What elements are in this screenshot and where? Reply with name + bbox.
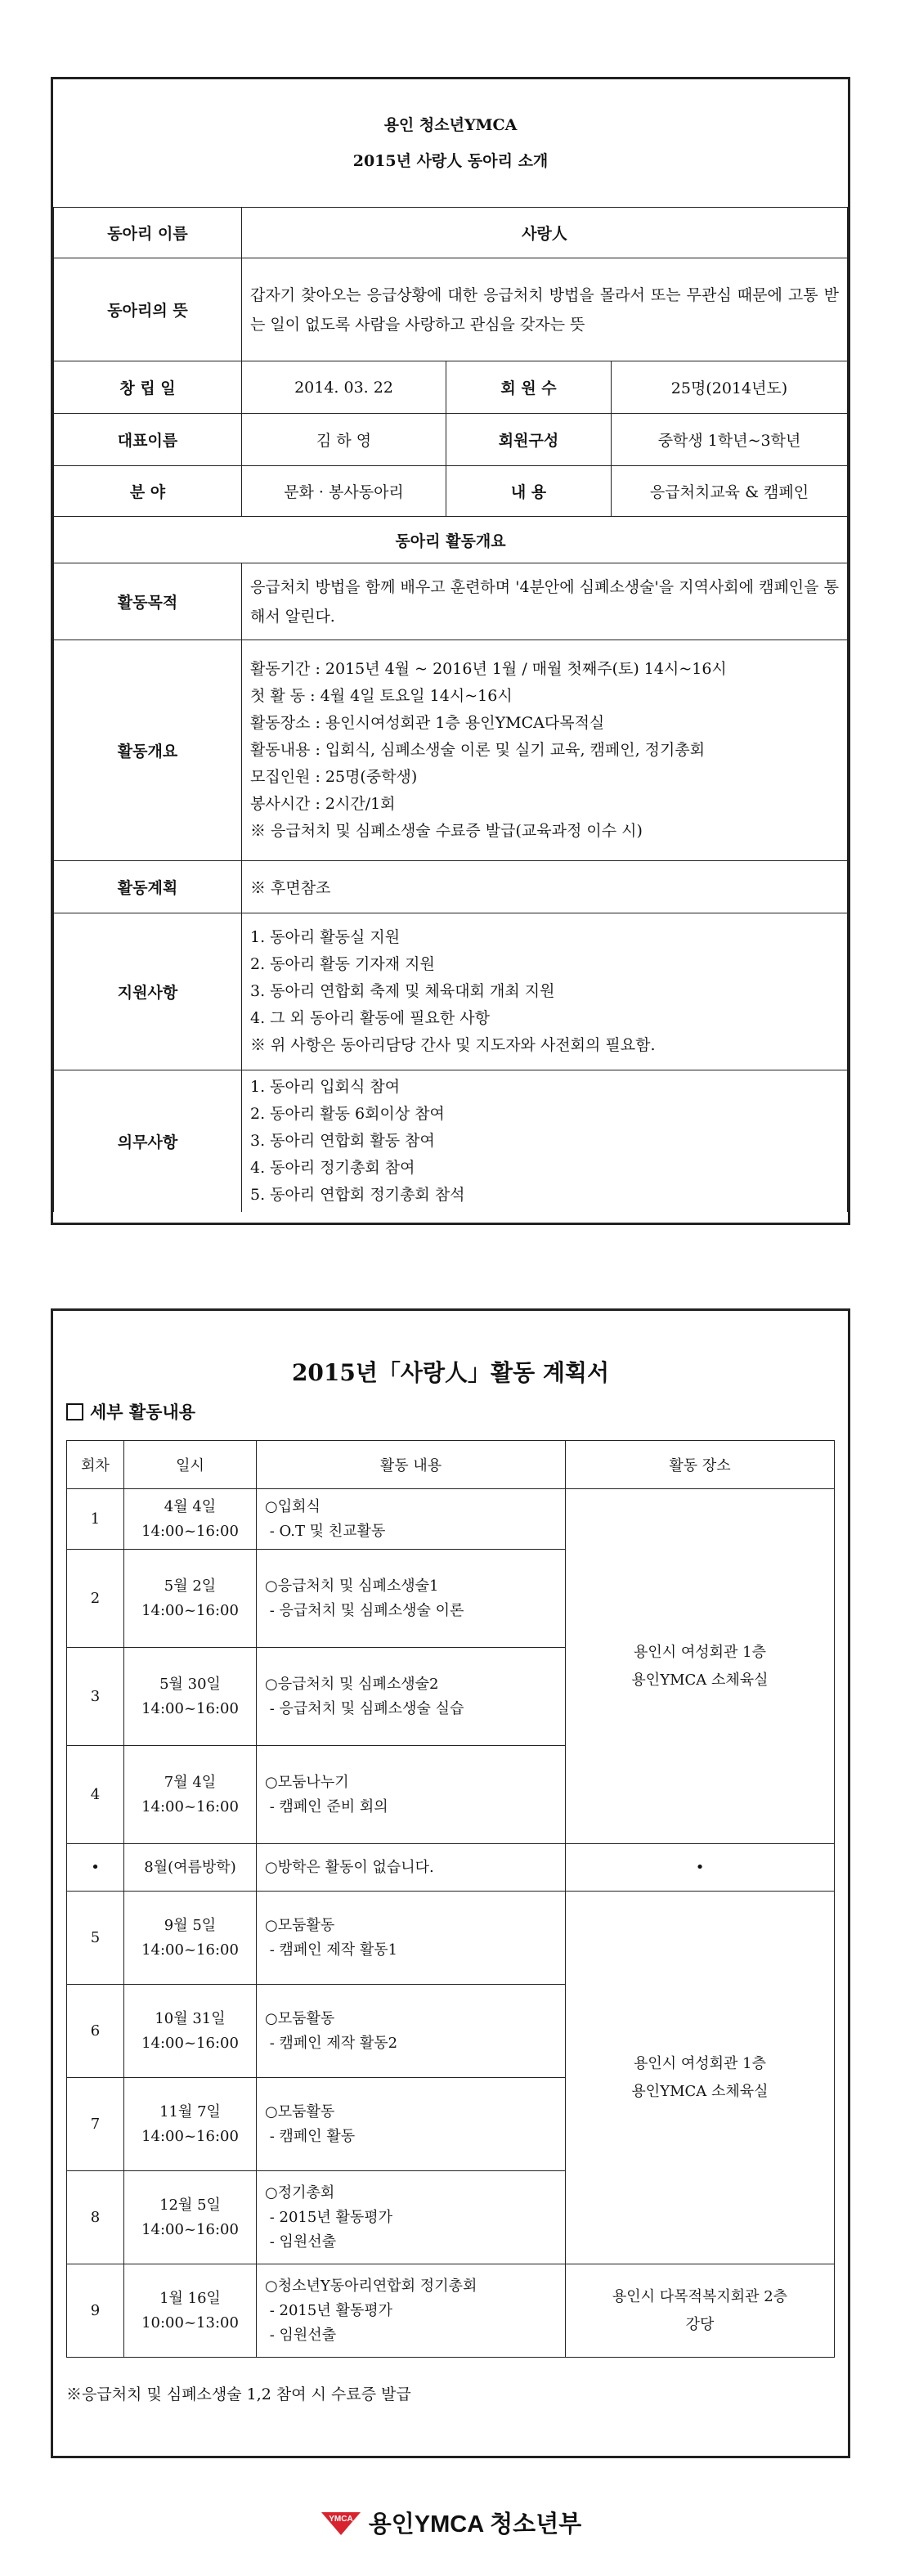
- activity-cell: [257, 1489, 566, 1550]
- field-label: 분 야: [54, 466, 242, 517]
- activity-detail: - 임원선출: [265, 2233, 337, 2251]
- round-cell: 8: [67, 2171, 124, 2264]
- round-cell: 9: [67, 2264, 124, 2358]
- support-line: 1. 동아리 활동실 지원: [250, 928, 401, 946]
- time-text: 14:00~16:00: [141, 1601, 239, 1619]
- purpose-value: 응급처치 방법을 함께 배우고 훈련하며 '4분안에 심폐소생술'을 지역사회에 캠페인을 통해서 알린다.: [242, 563, 848, 640]
- date-text: 5월 2일: [164, 1577, 217, 1595]
- duty-list: [242, 1070, 848, 1213]
- checkbox-square-icon: [66, 1403, 83, 1420]
- col-header-round: 회차: [67, 1441, 124, 1489]
- duty-line: 5. 동아리 연합회 정기총회 참석: [250, 1186, 465, 1204]
- datetime-cell: [124, 1985, 257, 2078]
- place-line: 용인시 여성회관 1층: [634, 2054, 766, 2072]
- place-line: 용인YMCA 소체육실: [631, 2082, 769, 2100]
- club-name-value: 사랑人: [242, 208, 848, 258]
- place-line: 용인YMCA 소체육실: [631, 1671, 769, 1689]
- rep-label: 대표이름: [54, 414, 242, 466]
- time-text: 14:00~16:00: [141, 1797, 239, 1815]
- club-intro-table: [53, 79, 848, 1212]
- datetime-cell: [124, 1892, 257, 1985]
- outline-line: ※ 응급처치 및 심폐소생술 수료증 발급(교육과정 이수 시): [250, 822, 643, 840]
- activity-detail: - 캠페인 제작 활동1: [265, 1941, 398, 1959]
- activity-title: ○모둠활동: [265, 2009, 335, 2027]
- time-text: 14:00~16:00: [141, 2220, 239, 2238]
- plan-title: 2015년「사랑人」활동 계획서: [291, 1359, 610, 1386]
- round-cell: •: [67, 1844, 124, 1892]
- activity-detail: - O.T 및 친교활동: [265, 1522, 386, 1540]
- place-cell: [566, 2264, 835, 2358]
- round-cell: 5: [67, 1892, 124, 1985]
- plan-subheading: [66, 1398, 848, 1425]
- datetime-cell: [124, 1489, 257, 1550]
- place-cell: [566, 1892, 835, 2264]
- members-value: 25명(2014년도): [612, 361, 848, 414]
- activity-detail: - 2015년 활동평가: [265, 2208, 392, 2226]
- round-cell: 1: [67, 1489, 124, 1550]
- date-text: 4월 4일: [164, 1497, 217, 1515]
- intro-title-line1: 용인 청소년YMCA: [383, 116, 518, 134]
- duty-line: 2. 동아리 활동 6회이상 참여: [250, 1105, 445, 1123]
- club-meaning-label: 동아리의 뜻: [54, 258, 242, 361]
- club-name-label: 동아리 이름: [54, 208, 242, 258]
- field-value: 문화 · 봉사동아리: [242, 466, 446, 517]
- activity-title: ○방학은 활동이 없습니다.: [265, 1858, 434, 1876]
- activity-detail: - 캠페인 준비 회의: [265, 1797, 388, 1815]
- date-text: 9월 5일: [164, 1916, 217, 1934]
- table-row: [67, 2264, 835, 2358]
- composition-value: 중학생 1학년~3학년: [612, 414, 848, 466]
- datetime-cell: [124, 2264, 257, 2358]
- datetime-cell: [124, 1746, 257, 1844]
- plan-footnote: ※응급처치 및 심폐소생술 1,2 참여 시 수료증 발급: [66, 2385, 411, 2403]
- table-row: [67, 1844, 835, 1892]
- outline-label: 활동개요: [54, 640, 242, 861]
- time-text: 14:00~16:00: [141, 1522, 239, 1540]
- activity-detail: - 응급처치 및 심폐소생술 이론: [265, 1601, 464, 1619]
- activity-cell: [257, 1648, 566, 1746]
- ymca-logo-icon: [320, 2509, 362, 2537]
- outline-line: 봉사시간 : 2시간/1회: [250, 795, 396, 813]
- place-line: 용인시 여성회관 1층: [634, 1643, 766, 1661]
- activity-cell: [257, 1746, 566, 1844]
- activity-title: ○모둠활동: [265, 1916, 335, 1934]
- founded-value: 2014. 03. 22: [242, 361, 446, 414]
- date-text: 7월 4일: [164, 1773, 217, 1791]
- content-value: 응급처치교육 & 캠페인: [612, 466, 848, 517]
- overview-header: 동아리 활동개요: [54, 517, 848, 563]
- table-row: [67, 1892, 835, 1985]
- rep-value: 김 하 영: [242, 414, 446, 466]
- time-text: 14:00~16:00: [141, 2034, 239, 2052]
- activity-cell: [257, 1844, 566, 1892]
- intro-title: [54, 79, 848, 208]
- round-cell: 3: [67, 1648, 124, 1746]
- time-text: 14:00~16:00: [141, 1941, 239, 1959]
- activity-title: ○응급처치 및 심폐소생술2: [265, 1675, 439, 1693]
- round-cell: 6: [67, 1985, 124, 2078]
- round-cell: 4: [67, 1746, 124, 1844]
- plan-subheading-text: 세부 활동내용: [90, 1402, 196, 1422]
- activity-detail: - 캠페인 제작 활동2: [265, 2034, 398, 2052]
- footer-brand-text: 용인YMCA 청소년부: [368, 2511, 582, 2538]
- time-text: 10:00~13:00: [141, 2313, 239, 2331]
- footer-brand: [0, 2506, 901, 2539]
- time-text: 14:00~16:00: [141, 2127, 239, 2145]
- date-text: 10월 31일: [155, 2009, 226, 2027]
- duty-line: 4. 동아리 정기총회 참여: [250, 1159, 415, 1177]
- activity-detail: - 임원선출: [265, 2326, 337, 2344]
- activity-cell: [257, 2171, 566, 2264]
- outline-list: [242, 640, 848, 861]
- ymca-logo-text: YMCA: [329, 2514, 353, 2524]
- support-line: 4. 그 외 동아리 활동에 필요한 사항: [250, 1009, 490, 1027]
- activity-detail: - 2015년 활동평가: [265, 2301, 392, 2319]
- activity-detail: - 캠페인 활동: [265, 2127, 356, 2145]
- support-line: 2. 동아리 활동 기자재 지원: [250, 955, 435, 973]
- place-cell: [566, 1489, 835, 1844]
- plan-label: 활동계획: [54, 861, 242, 913]
- founded-label: 창 립 일: [54, 361, 242, 414]
- support-list: [242, 913, 848, 1070]
- activity-plan-table: [66, 1440, 835, 2358]
- activity-cell: [257, 1892, 566, 1985]
- place-line: 용인시 다목적복지회관 2층: [612, 2287, 788, 2305]
- date-text: 5월 30일: [159, 1675, 221, 1693]
- activity-detail: - 응급처치 및 심폐소생술 실습: [265, 1699, 464, 1717]
- club-intro-document: [51, 77, 850, 1225]
- activity-title: ○모둠나누기: [265, 1773, 349, 1791]
- activity-title: ○청소년Y동아리연합회 정기총회: [265, 2277, 477, 2295]
- duty-label: 의무사항: [54, 1070, 242, 1213]
- datetime-cell: [124, 2171, 257, 2264]
- round-cell: 7: [67, 2078, 124, 2171]
- table-row: [67, 1489, 835, 1550]
- activity-title: ○모둠활동: [265, 2103, 335, 2120]
- date-text: 8월(여름방학): [144, 1858, 236, 1876]
- activity-plan-document: [51, 1308, 850, 2458]
- support-line: 3. 동아리 연합회 축제 및 체육대회 개최 지원: [250, 982, 555, 1000]
- support-label: 지원사항: [54, 913, 242, 1070]
- place-line: 강당: [685, 2315, 715, 2333]
- duty-line: 3. 동아리 연합회 활동 참여: [250, 1132, 435, 1150]
- activity-title: ○응급처치 및 심폐소생술1: [265, 1577, 439, 1595]
- date-text: 11월 7일: [159, 2103, 221, 2120]
- outline-line: 활동기간 : 2015년 4월 ~ 2016년 1월 / 매월 첫째주(토) 14시~16시: [250, 660, 727, 678]
- activity-cell: [257, 1985, 566, 2078]
- place-cell: •: [566, 1844, 835, 1892]
- duty-line: 1. 동아리 입회식 참여: [250, 1078, 401, 1096]
- activity-cell: [257, 2264, 566, 2358]
- activity-cell: [257, 1550, 566, 1648]
- plan-value: ※ 후면참조: [242, 861, 848, 913]
- activity-title: ○정기총회: [265, 2183, 335, 2201]
- datetime-cell: [124, 1844, 257, 1892]
- members-label: 회 원 수: [446, 361, 612, 414]
- content-label: 내 용: [446, 466, 612, 517]
- col-header-datetime: 일시: [124, 1441, 257, 1489]
- outline-line: 첫 활 동 : 4월 4일 토요일 14시~16시: [250, 687, 513, 705]
- support-line: ※ 위 사항은 동아리담당 간사 및 지도자와 사전회의 필요함.: [250, 1036, 656, 1054]
- activity-cell: [257, 2078, 566, 2171]
- club-meaning-value: 갑자기 찾아오는 응급상황에 대한 응급처치 방법을 몰라서 또는 무관심 때문에 고통 받는 일이 없도록 사람을 사랑하고 관심을 갖자는 뜻: [242, 258, 848, 361]
- datetime-cell: [124, 1648, 257, 1746]
- date-text: 1월 16일: [159, 2289, 221, 2307]
- date-text: 12월 5일: [159, 2196, 221, 2214]
- purpose-label: 활동목적: [54, 563, 242, 640]
- time-text: 14:00~16:00: [141, 1699, 239, 1717]
- outline-line: 모집인원 : 25명(중학생): [250, 768, 418, 786]
- outline-line: 활동내용 : 입회식, 심폐소생술 이론 및 실기 교육, 캠페인, 정기총회: [250, 741, 706, 759]
- intro-title-line2: 2015년 사랑人 동아리 소개: [352, 152, 549, 170]
- datetime-cell: [124, 2078, 257, 2171]
- outline-line: 활동장소 : 용인시여성회관 1층 용인YMCA다목적실: [250, 714, 605, 732]
- composition-label: 회원구성: [446, 414, 612, 466]
- activity-title: ○입회식: [265, 1497, 321, 1515]
- col-header-content: 활동 내용: [257, 1441, 566, 1489]
- col-header-place: 활동 장소: [566, 1441, 835, 1489]
- activity-plan-rows: [67, 1489, 835, 2358]
- datetime-cell: [124, 1550, 257, 1648]
- round-cell: 2: [67, 1550, 124, 1648]
